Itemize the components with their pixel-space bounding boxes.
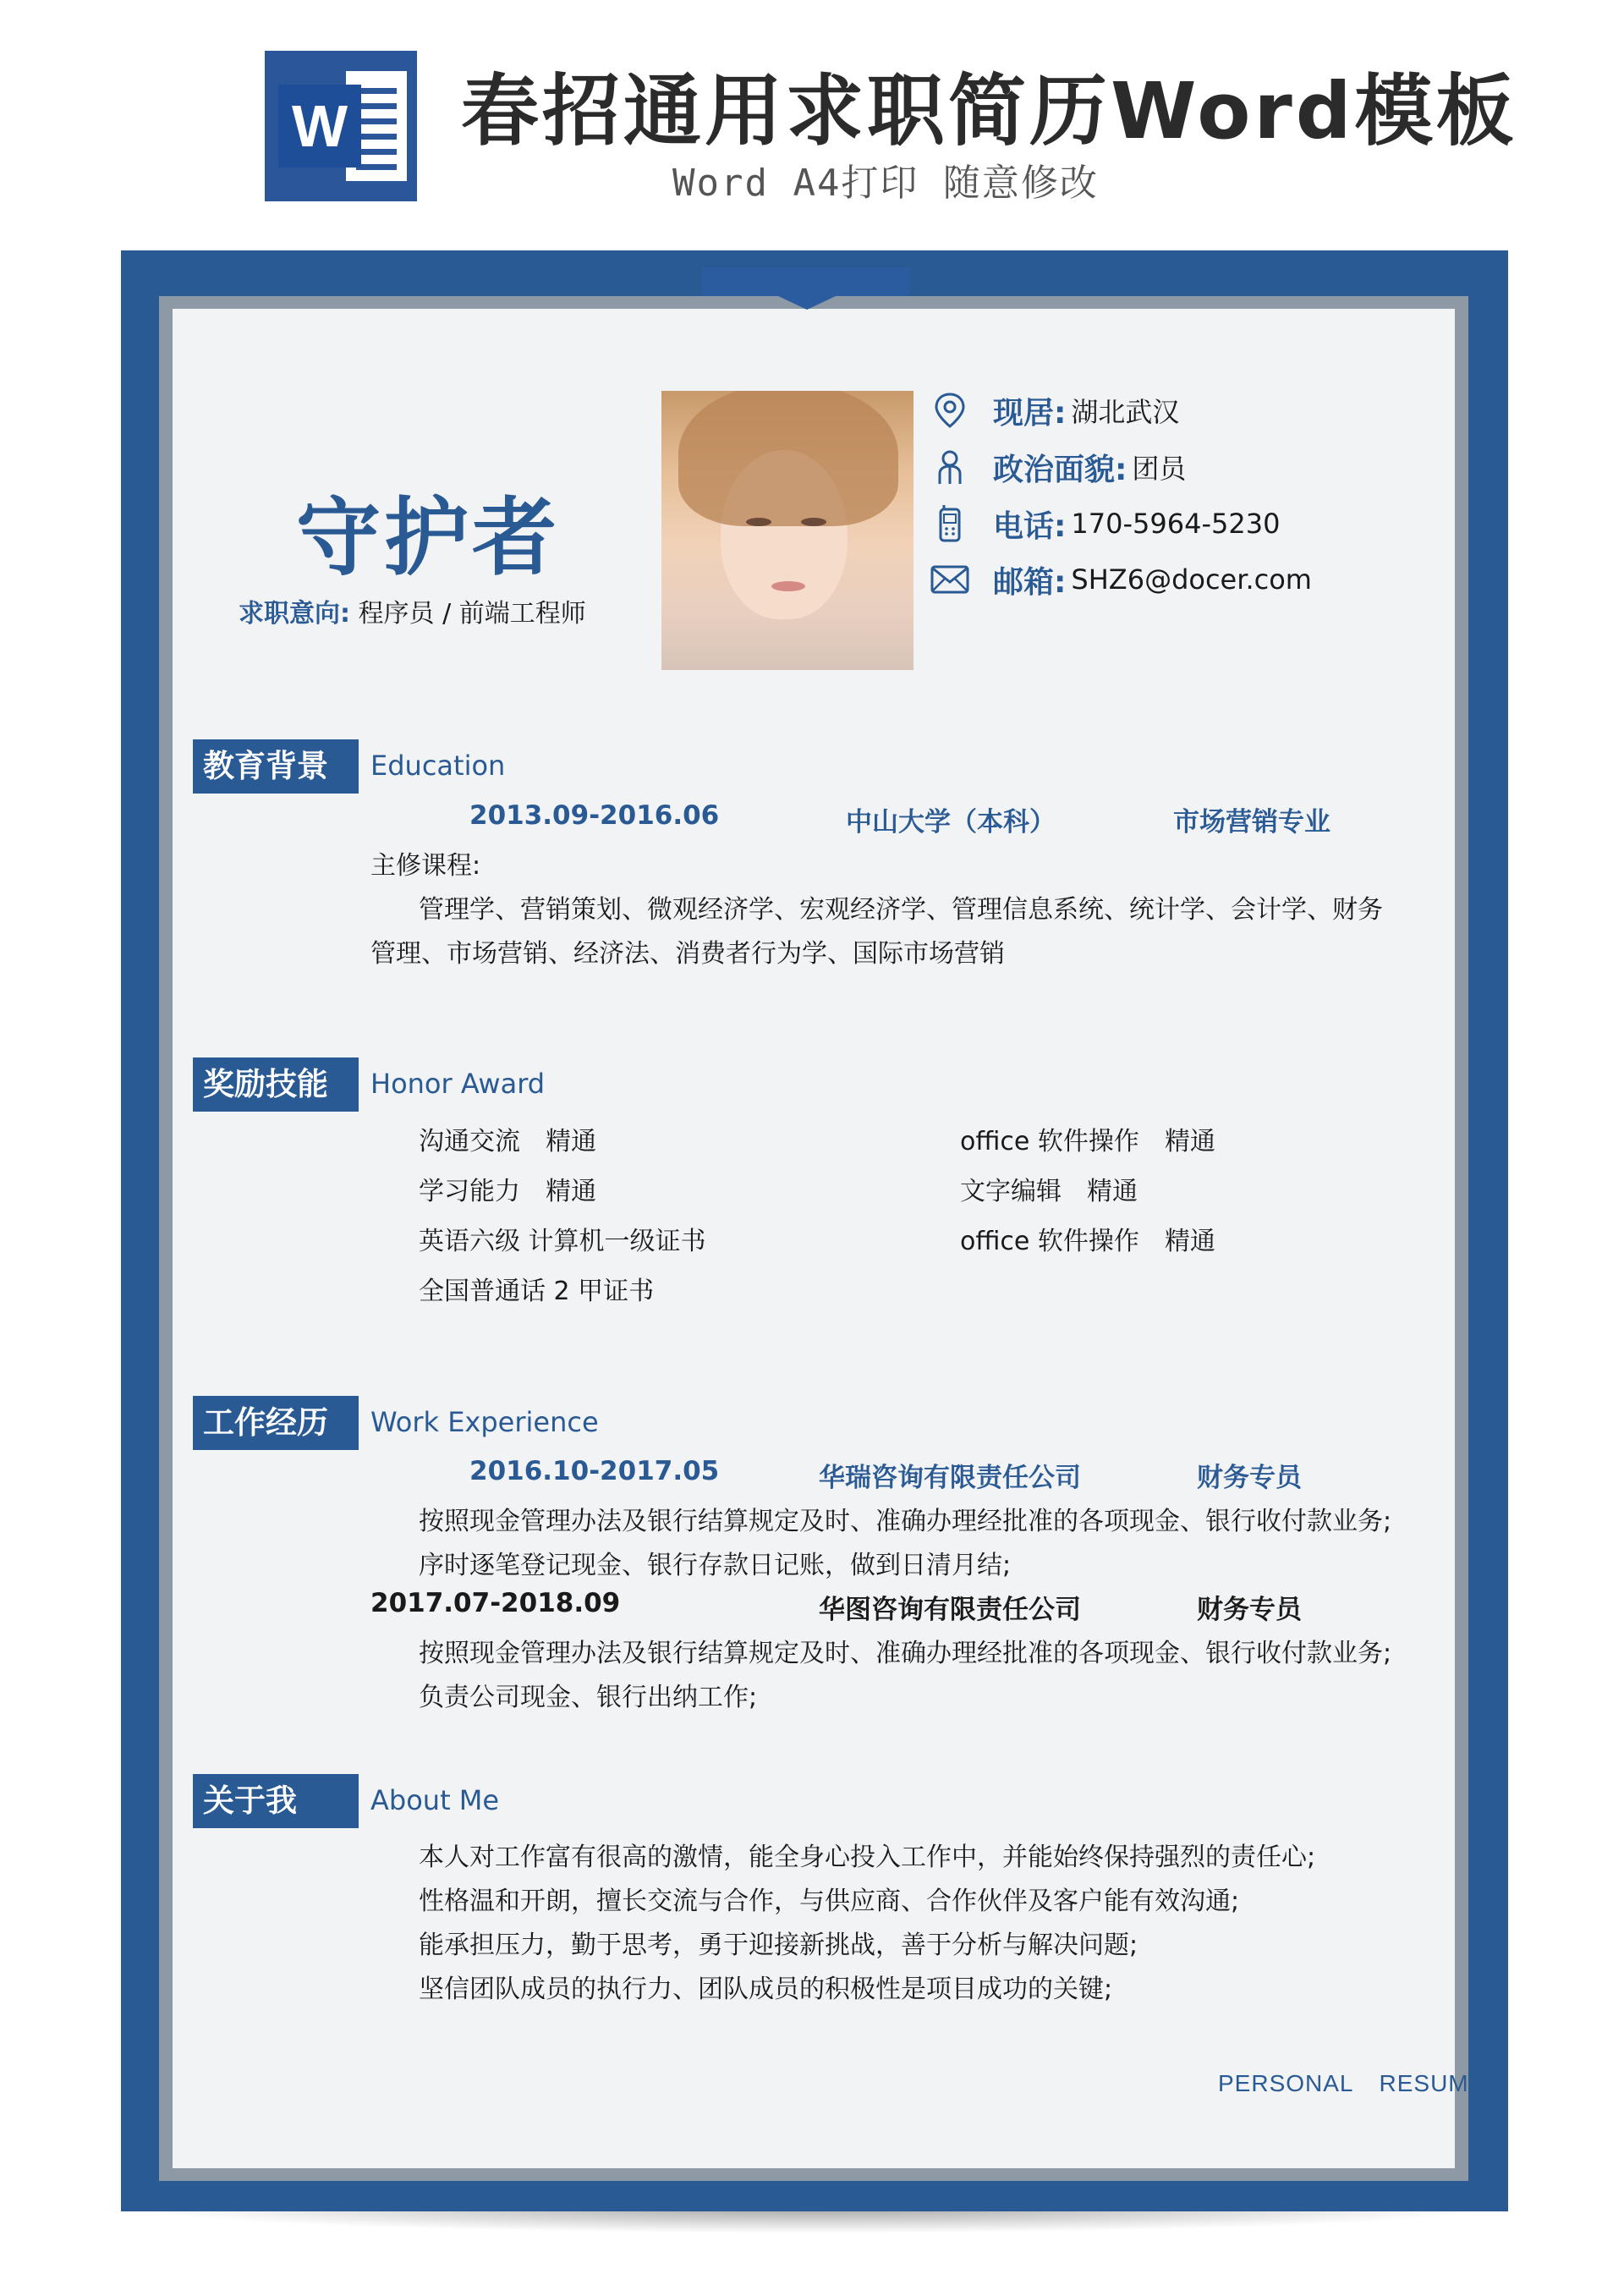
contact-location <box>930 389 1179 431</box>
text-line-shape <box>356 118 397 124</box>
candidate-name: 守护者 <box>296 488 560 587</box>
about-line: 性格温和开朗，擅长交流与合作，与供应商、合作伙伴及客户能有效沟通; <box>419 1887 1240 1916</box>
job-intent <box>239 592 586 629</box>
section-subtitle-skills: Honor Award <box>370 1068 546 1100</box>
education-period: 2013.09-2016.06 <box>469 800 720 831</box>
contact-phone-value: 170-5964-5230 <box>1071 508 1281 540</box>
skill-item: office 软件操作 精通 <box>960 1127 1215 1156</box>
skill-item: 全国普通话 2 甲证书 <box>419 1277 655 1306</box>
section-subtitle-work: Work Experience <box>370 1406 599 1438</box>
contact-political-status <box>930 446 1186 488</box>
section-subtitle-about: About Me <box>370 1784 500 1816</box>
job-description-line: 按照现金管理办法及银行结算规定及时、准确办理经批准的各项现金、银行收付款业务; <box>419 1639 1392 1668</box>
job-description-line: 序时逐笔登记现金、银行存款日记账，做到日清月结; <box>419 1551 1012 1580</box>
text-line-shape <box>356 164 397 170</box>
education-school: 中山大学（本科） <box>846 807 1056 838</box>
contact-political-value: 团员 <box>1132 453 1187 485</box>
skill-item: 沟通交流 精通 <box>419 1127 596 1156</box>
photo-hair-shape <box>678 391 898 526</box>
about-line: 能承担压力，勤于思考，勇于迎接新挑战，善于分析与解决问题; <box>419 1931 1138 1960</box>
profile-photo <box>661 391 914 670</box>
contact-phone-label: 电话: <box>993 508 1067 544</box>
phone-icon <box>930 504 969 543</box>
section-subtitle-education: Education <box>370 750 506 782</box>
section-title-about: 关于我 <box>193 1774 359 1828</box>
contact-phone <box>930 503 1280 545</box>
job-intent-label: 求职意向: <box>239 599 350 629</box>
text-line-shape <box>356 149 397 155</box>
job-company: 华图咨询有限责任公司 <box>819 1595 1081 1625</box>
footer-word: PERSONAL <box>1218 2070 1354 2096</box>
job-role: 财务专员 <box>1197 1463 1302 1493</box>
contact-email-value: SHZ6@docer.com <box>1071 563 1312 596</box>
job-description-line: 按照现金管理办法及银行结算规定及时、准确办理经批准的各项现金、银行收付款业务; <box>419 1507 1392 1536</box>
contact-location-value: 湖北武汉 <box>1071 396 1180 428</box>
word-logo-icon <box>265 51 417 201</box>
footer-tagline <box>1218 2070 1485 2097</box>
courses-label: 主修课程: <box>370 851 481 881</box>
text-line-shape <box>356 88 397 94</box>
job-role: 财务专员 <box>1197 1595 1302 1625</box>
education-major: 市场营销专业 <box>1173 807 1330 838</box>
photo-lip-shape <box>771 581 805 591</box>
job-period: 2017.07-2018.09 <box>370 1588 621 1618</box>
job-company: 华瑞咨询有限责任公司 <box>819 1463 1081 1493</box>
about-line: 坚信团队成员的执行力、团队成员的积极性是项目成功的关键; <box>419 1975 1113 2004</box>
contact-email <box>930 558 1312 601</box>
mail-icon <box>930 560 969 599</box>
skill-item: 文字编辑 精通 <box>960 1177 1138 1206</box>
courses-line: 管理、市场营销、经济法、消费者行为学、国际市场营销 <box>370 939 1005 969</box>
photo-eye-shape <box>801 518 826 526</box>
footer-word: RESUME <box>1379 2070 1486 2096</box>
location-pin-icon <box>930 391 969 430</box>
person-icon <box>930 448 969 486</box>
text-line-shape <box>356 134 397 140</box>
photo-eye-shape <box>746 518 771 526</box>
top-tab-decoration <box>702 267 910 296</box>
job-period: 2016.10-2017.05 <box>469 1456 720 1486</box>
about-line: 本人对工作富有很高的激情，能全身心投入工作中，并能始终保持强烈的责任心; <box>419 1843 1316 1872</box>
word-letter: W <box>278 85 361 168</box>
contact-email-label: 邮箱: <box>993 564 1067 600</box>
skill-item: 英语六级 计算机一级证书 <box>419 1227 706 1256</box>
skill-item: office 软件操作 精通 <box>960 1227 1215 1256</box>
contact-location-label: 现居: <box>993 395 1067 431</box>
page-subtitle: Word A4打印 随意修改 <box>672 162 1099 205</box>
job-description-line: 负责公司现金、银行出纳工作; <box>419 1683 758 1712</box>
text-line-shape <box>356 103 397 109</box>
skill-item: 学习能力 精通 <box>419 1177 596 1206</box>
page-title: 春招通用求职简历Word模板 <box>461 66 1517 157</box>
contact-political-label: 政治面貌: <box>993 452 1127 487</box>
section-title-work: 工作经历 <box>193 1396 359 1450</box>
job-intent-value: 程序员 / 前端工程师 <box>358 599 586 629</box>
courses-line: 管理学、营销策划、微观经济学、宏观经济学、管理信息系统、统计学、会计学、财务 <box>419 895 1383 925</box>
section-title-skills: 奖励技能 <box>193 1057 359 1112</box>
section-title-education: 教育背景 <box>193 739 359 794</box>
tab-arrow-decoration <box>778 296 836 310</box>
